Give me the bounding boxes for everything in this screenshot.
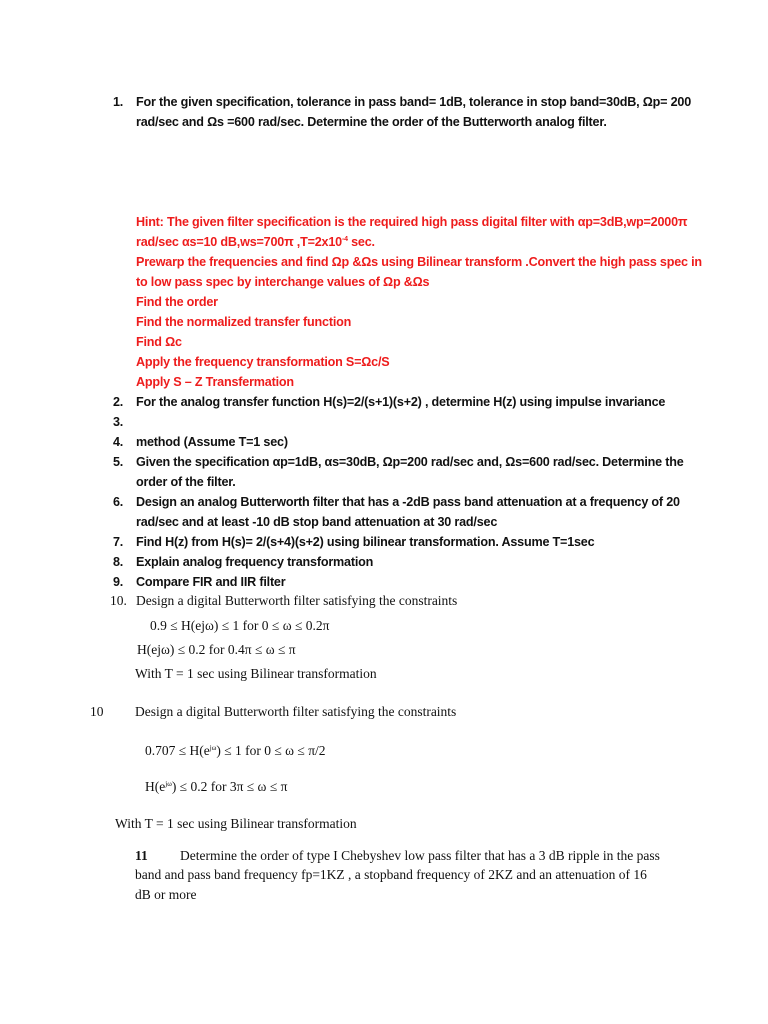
q11-number: 11 xyxy=(135,848,148,863)
q10a-text: Design a digital Butterworth filter satisfying the constraints xyxy=(136,593,458,608)
hint-line4: to low pass spec by interchange values of Ωp &Ωs xyxy=(136,275,430,289)
q6-text-line1: Design an analog Butterworth filter that has a -2dB pass band attenuation at a frequency of 20 xyxy=(136,495,680,509)
q7-text: Find H(z) from H(s)= 2/(s+4)(s+2) using bilinear transformation. Assume T=1sec xyxy=(136,535,595,549)
q10b-c2-main: H(e xyxy=(145,779,166,794)
q10b-constraint3: With T = 1 sec using Bilinear transformation xyxy=(115,816,357,831)
hint-line8: Apply the frequency transformation S=Ωc/S xyxy=(136,355,390,369)
hint-line5: Find the order xyxy=(136,295,218,309)
hint-exponent: -4 xyxy=(341,236,348,243)
q4-text: method (Assume T=1 sec) xyxy=(136,435,288,449)
q10b-constraint1 xyxy=(145,742,326,760)
q8-text: Explain analog frequency transformation xyxy=(136,555,374,569)
q5-text-line1: Given the specification αp=1dB, αs=30dB, Ωp=200 rad/sec and, Ωs=600 rad/sec. Determine the xyxy=(136,455,684,469)
q8-number: 8. xyxy=(113,555,124,569)
q9-number: 9. xyxy=(113,575,124,589)
q11-text-line1: Determine the order of type I Chebyshev low pass filter that has a 3 dB ripple in the pass xyxy=(180,848,660,863)
q7-number: 7. xyxy=(113,535,124,549)
q6-text-line2: rad/sec and at least -10 dB stop band attenuation at 30 rad/sec xyxy=(136,515,498,529)
hint-line1: Hint: The given filter specification is the required high pass digital filter with αp=3dB,wp=2000π xyxy=(136,215,688,229)
q9-text: Compare FIR and IIR filter xyxy=(136,575,286,589)
q10a-constraint1: 0.9 ≤ H(ejω) ≤ 1 for 0 ≤ ω ≤ 0.2π xyxy=(150,618,330,633)
q10a-number: 10. xyxy=(110,593,127,608)
hint-line2-tail: sec. xyxy=(347,235,375,249)
q5-text-line2: order of the filter. xyxy=(136,475,236,489)
q1-text-line2: rad/sec and Ωs =600 rad/sec. Determine the order of the Butterworth analog filter. xyxy=(136,115,607,129)
q10b-c1-exponent: jω xyxy=(209,744,217,752)
q4-number: 4. xyxy=(113,435,124,449)
q1-number: 1. xyxy=(113,95,124,109)
q11-text-line2: band and pass band frequency fp=1KZ , a stopband frequency of 2KZ and an attenuation of 16 xyxy=(135,867,647,882)
q10b-c2-exponent: jω xyxy=(165,780,172,788)
q10b-number: 10 xyxy=(90,704,104,719)
hint-line9: Apply S – Z Transfermation xyxy=(136,375,294,389)
q2-text: For the analog transfer function H(s)=2/(s+1)(s+2) , determine H(z) using impulse invariance xyxy=(136,395,666,409)
q2-number: 2. xyxy=(113,395,124,409)
q10b-text: Design a digital Butterworth filter satisfying the constraints xyxy=(135,704,457,719)
q10b-c1-tail: ) ≤ 1 for 0 ≤ ω ≤ π/2 xyxy=(216,743,326,758)
hint-line3: Prewarp the frequencies and find Ωp &Ωs using Bilinear transform .Convert the high pass spec in xyxy=(136,255,702,269)
hint-line2 xyxy=(136,233,375,251)
q6-number: 6. xyxy=(113,495,124,509)
q10b-constraint2 xyxy=(145,778,287,796)
q10b-c1-main: 0.707 ≤ H(e xyxy=(145,743,210,758)
q3-number: 3. xyxy=(113,415,124,429)
hint-line6: Find the normalized transfer function xyxy=(136,315,352,329)
hint-line2-main: rad/sec αs=10 dB,ws=700π ,T=2x10 xyxy=(136,235,342,249)
q11-text-line3: dB or more xyxy=(135,887,197,902)
q5-number: 5. xyxy=(113,455,124,469)
q10a-constraint2: H(ejω) ≤ 0.2 for 0.4π ≤ ω ≤ π xyxy=(137,642,296,657)
q1-text-line1: For the given specification, tolerance in pass band= 1dB, tolerance in stop band=30dB, Ωp= 200 xyxy=(136,95,692,109)
hint-line7: Find Ωc xyxy=(136,335,182,349)
q10a-constraint3: With T = 1 sec using Bilinear transformation xyxy=(135,666,377,681)
q10b-c2-tail: ) ≤ 0.2 for 3π ≤ ω ≤ π xyxy=(171,779,288,794)
